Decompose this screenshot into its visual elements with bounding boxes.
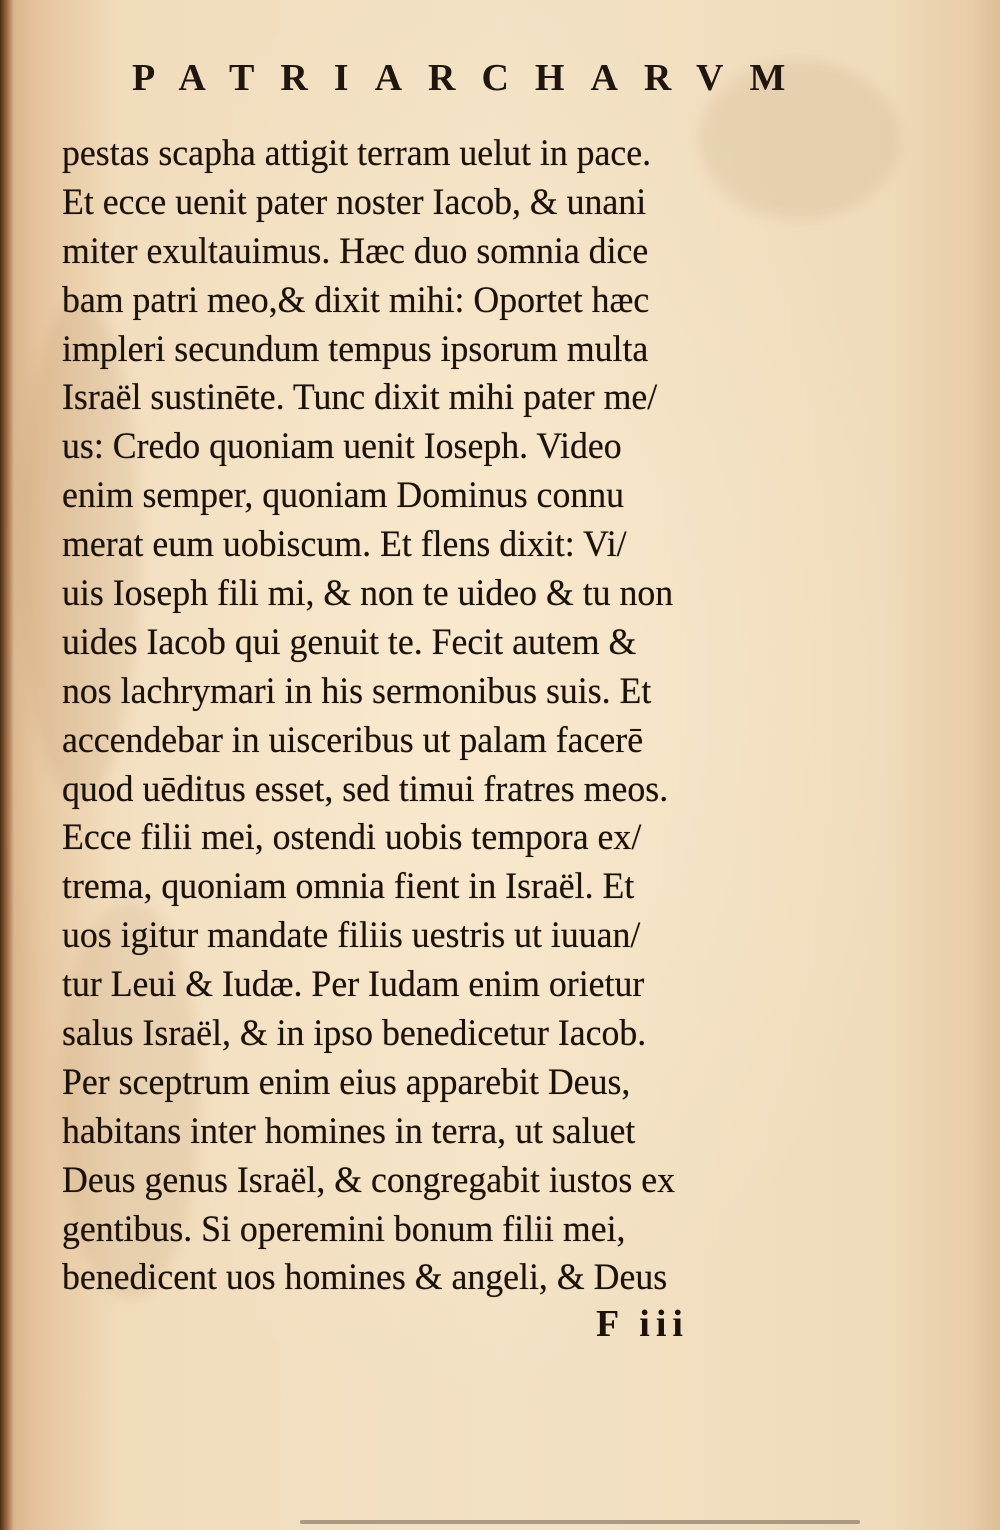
text-line: quod uēditus esset, sed timui fratres meos. [62, 768, 669, 810]
text-line: trema, quoniam omnia fient in Israël. Et [62, 866, 635, 908]
text-line: salus Israël, & in ipso benedicetur Iacob. [62, 1013, 647, 1055]
text-line: habitans inter homines in terra, ut saluet [62, 1110, 636, 1152]
text-line: accendebar in uisceribus ut palam facerē [62, 719, 644, 761]
signature-mark: F iii [596, 1303, 689, 1345]
text-line: bam patri meo,& dixit mihi: Oportet hæc [62, 279, 650, 321]
text-line: uides Iacob qui genuit te. Fecit autem & [62, 621, 637, 663]
page-binding-edge [0, 0, 14, 1530]
text-line: Deus genus Israël, & congregabit iustos ex [62, 1159, 676, 1201]
text-line: nos lachrymari in his sermonibus suis. Et [62, 670, 652, 712]
text-line: benedicent uos homines & angeli, & Deus [62, 1257, 668, 1299]
text-line: tur Leui & Iudæ. Per Iudam enim orietur [62, 964, 645, 1006]
text-line: enim semper, quoniam Dominus connu [62, 475, 625, 517]
text-line: us: Credo quoniam uenit Ioseph. Video [62, 426, 622, 468]
text-line: Per sceptrum enim eius apparebit Deus, [62, 1061, 631, 1103]
text-line: uos igitur mandate filiis uestris ut iuuan/ [62, 915, 641, 957]
text-line: Ecce filii mei, ostendi uobis tempora ex/ [62, 817, 642, 859]
text-line: pestas scapha attigit terram uelut in pace. [62, 133, 652, 174]
page-bottom-edge [300, 1520, 860, 1524]
text-line: Israël sustinēte. Tunc dixit mihi pater me/ [62, 377, 658, 419]
text-line: uis Ioseph fili mi, & non te uideo & tu non [62, 573, 674, 615]
running-head: PATRIARCHARVM [132, 57, 812, 99]
text-line: impleri secundum tempus ipsorum multa [62, 328, 649, 370]
text-line: miter exultauimus. Hæc duo somnia dice [62, 230, 649, 272]
text-line: gentibus. Si operemini bonum filii mei, [62, 1208, 626, 1250]
text-line: merat eum uobiscum. Et flens dixit: Vi/ [62, 524, 627, 566]
text-line: Et ecce uenit pater noster Iacob, & unani [62, 181, 647, 223]
body-text [62, 130, 822, 1303]
